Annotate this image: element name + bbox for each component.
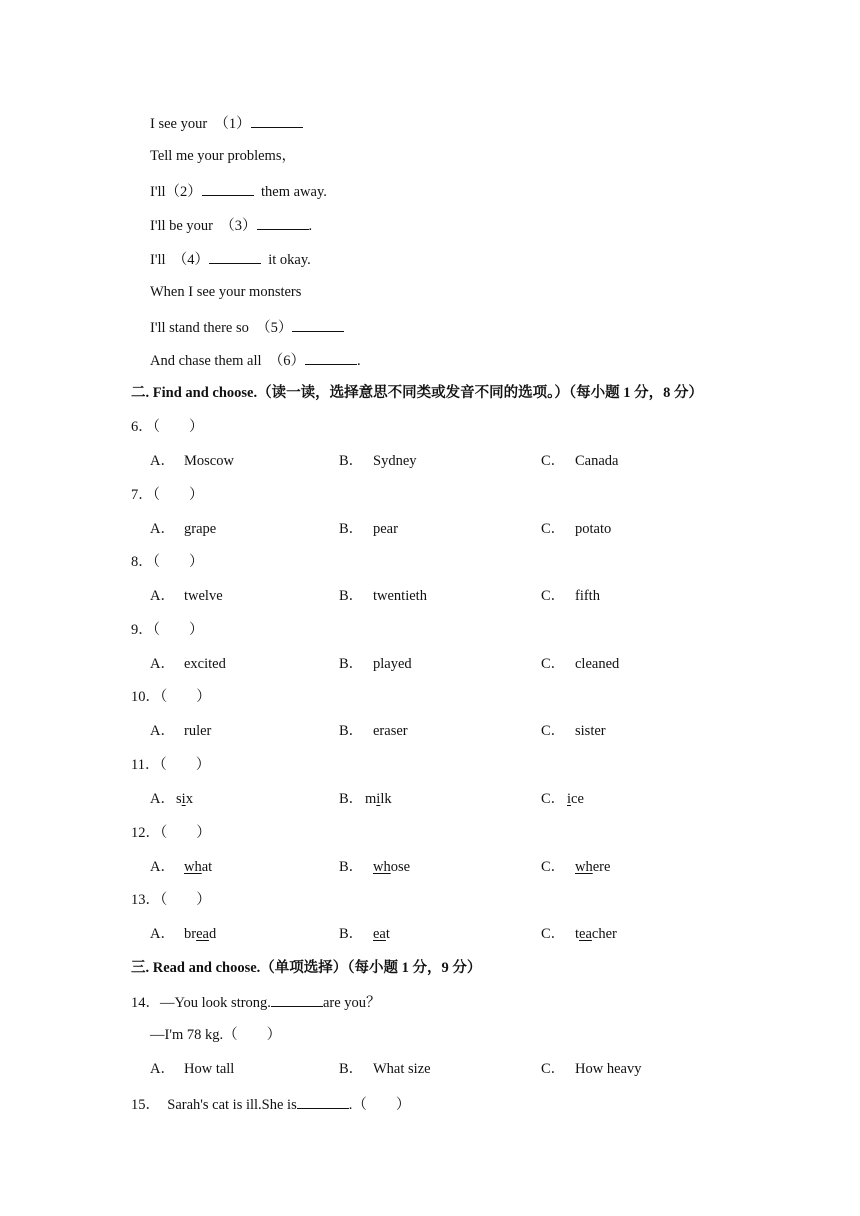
- underlined-letters: ea: [196, 926, 209, 942]
- option-text: twelve: [184, 588, 223, 604]
- option-letter: B．: [339, 656, 364, 672]
- poem-text: I see your （1）: [150, 116, 251, 132]
- option-letter: B．: [339, 859, 364, 875]
- option-a[interactable]: [150, 858, 212, 876]
- question-number: 8．: [131, 554, 153, 570]
- poem-text: When I see your monsters: [150, 284, 302, 300]
- option-text: s: [176, 791, 182, 807]
- option-text: twentieth: [373, 588, 427, 604]
- question-number: 10．: [131, 689, 160, 705]
- option-text: pear: [373, 521, 398, 537]
- poem-text: I'll（2）: [150, 184, 202, 200]
- option-b[interactable]: [339, 655, 412, 673]
- option-letter: A．: [150, 791, 175, 807]
- option-letter: A．: [150, 453, 175, 469]
- question-stem: [131, 891, 211, 909]
- option-a[interactable]: [150, 587, 223, 605]
- option-c[interactable]: [541, 722, 606, 740]
- underlined-letters: ea: [373, 926, 386, 942]
- option-letter: B．: [339, 791, 364, 807]
- question-number: 12．: [131, 825, 160, 841]
- poem-text: .: [308, 218, 313, 234]
- question-stem: [131, 621, 204, 639]
- poem-text: And chase them all （6）: [150, 353, 306, 369]
- poem-text: I'll （4）: [150, 252, 209, 268]
- answer-blank-2[interactable]: [202, 181, 254, 196]
- option-text: eraser: [373, 723, 408, 739]
- option-c[interactable]: [541, 520, 611, 538]
- question-stem: [131, 824, 211, 842]
- underlined-letters: i: [567, 791, 572, 807]
- question-number: 13．: [131, 892, 160, 908]
- option-b[interactable]: [339, 925, 390, 943]
- option-letter: B．: [339, 588, 364, 604]
- option-letter: A．: [150, 588, 175, 604]
- option-text: How tall: [184, 1061, 235, 1077]
- option-letter: C．: [541, 453, 566, 469]
- option-text: grape: [184, 521, 217, 537]
- option-letter: C．: [541, 723, 566, 739]
- answer-parentheses[interactable]: （ ）: [159, 757, 211, 773]
- section-2-heading: 二. Find and choose.（读一读，选择意思不同类或发音不同的选项。）（每小题 1 分，8 分）: [131, 385, 703, 401]
- option-c[interactable]: [541, 790, 584, 808]
- option-text: What size: [373, 1061, 431, 1077]
- poem-line-8: [150, 350, 361, 370]
- option-a[interactable]: [150, 452, 234, 470]
- option-text: d: [208, 926, 217, 942]
- underlined-letters: i: [181, 791, 186, 807]
- poem-text: .: [357, 353, 361, 369]
- question-number: 11．: [131, 757, 160, 773]
- option-text: ose: [390, 859, 411, 875]
- answer-blank-6[interactable]: [305, 350, 357, 365]
- option-letter: C．: [541, 926, 566, 942]
- question-stem: [131, 553, 204, 571]
- option-a[interactable]: [150, 790, 193, 808]
- answer-blank-4[interactable]: [209, 249, 261, 264]
- option-text: played: [373, 656, 412, 672]
- option-letter: C．: [541, 1061, 566, 1077]
- underlined-letters: i: [376, 791, 381, 807]
- option-letter: A．: [150, 656, 175, 672]
- option-b[interactable]: [339, 858, 410, 876]
- poem-line-6: [150, 283, 301, 301]
- option-letter: A．: [150, 723, 175, 739]
- question-text: .（ ）: [348, 1097, 411, 1113]
- question-14-stem: [131, 992, 381, 1012]
- option-text: potato: [575, 521, 612, 537]
- answer-parentheses[interactable]: （ ）: [152, 487, 204, 503]
- answer-blank-3[interactable]: [257, 215, 309, 230]
- option-c[interactable]: [541, 1060, 641, 1078]
- option-letter: C．: [541, 791, 566, 807]
- option-letter: A．: [150, 521, 175, 537]
- option-letter: B．: [339, 453, 364, 469]
- poem-line-2: [150, 147, 296, 165]
- option-text: at: [201, 859, 213, 875]
- option-text: x: [185, 791, 193, 807]
- poem-text: it okay.: [261, 252, 311, 268]
- option-text: cleaned: [575, 656, 620, 672]
- question-stem: [131, 418, 204, 436]
- option-letter: A．: [150, 859, 175, 875]
- option-letter: C．: [541, 588, 566, 604]
- poem-line-1: [150, 113, 303, 133]
- question-15-stem: [131, 1094, 410, 1114]
- underlined-letters: wh: [575, 859, 593, 875]
- answer-parentheses[interactable]: （ ）: [160, 825, 211, 841]
- option-b[interactable]: [339, 520, 398, 538]
- option-text: br: [184, 926, 197, 942]
- option-c[interactable]: [541, 858, 610, 876]
- underlined-letters: wh: [373, 859, 391, 875]
- answer-parentheses[interactable]: （ ）: [160, 689, 211, 705]
- poem-line-3: [150, 181, 327, 201]
- option-text: Sydney: [373, 453, 417, 469]
- option-letter: C．: [541, 656, 566, 672]
- option-letter: C．: [541, 859, 566, 875]
- option-b[interactable]: [339, 452, 417, 470]
- answer-parentheses[interactable]: （ ）: [160, 892, 211, 908]
- option-letter: B．: [339, 1061, 364, 1077]
- poem-line-7: [150, 317, 344, 337]
- option-b[interactable]: [339, 1060, 431, 1078]
- poem-line-4: [150, 215, 312, 235]
- option-text: Canada: [575, 453, 619, 469]
- poem-text: I'll stand there so （5）: [150, 320, 293, 336]
- answer-parentheses[interactable]: （ ）: [152, 554, 204, 570]
- option-b[interactable]: [339, 587, 427, 605]
- question-stem: [131, 486, 204, 504]
- poem-text: Tell me your problems，: [150, 148, 296, 164]
- option-text: Moscow: [184, 453, 234, 469]
- option-b[interactable]: [339, 790, 392, 808]
- underlined-letters: wh: [184, 859, 202, 875]
- question-stem: [131, 688, 211, 706]
- option-a[interactable]: [150, 925, 216, 943]
- option-letter: A．: [150, 1061, 175, 1077]
- question-number: 6．: [131, 419, 153, 435]
- option-letter: B．: [339, 926, 364, 942]
- option-text: m: [365, 791, 377, 807]
- answer-blank-q14[interactable]: [271, 992, 323, 1007]
- option-c[interactable]: [541, 452, 618, 470]
- option-a[interactable]: [150, 722, 211, 740]
- option-letter: A．: [150, 926, 175, 942]
- option-a[interactable]: [150, 520, 216, 538]
- option-text: ere: [592, 859, 611, 875]
- option-a[interactable]: [150, 1060, 234, 1078]
- option-text: ruler: [184, 723, 212, 739]
- option-c[interactable]: [541, 925, 617, 943]
- question-14-answer-line: —I'm 78 kg.（ ）: [150, 1027, 282, 1043]
- poem-text: I'll be your （3）: [150, 218, 257, 234]
- option-c[interactable]: [541, 655, 619, 673]
- option-c[interactable]: [541, 587, 600, 605]
- answer-parentheses[interactable]: （ ）: [152, 622, 204, 638]
- option-text: t: [575, 926, 580, 942]
- question-text: 15． Sarah's cat is ill.She is: [131, 1097, 297, 1113]
- poem-text: them away.: [253, 184, 327, 200]
- answer-parentheses[interactable]: （ ）: [152, 419, 204, 435]
- answer-blank-5[interactable]: [292, 317, 344, 332]
- option-a[interactable]: [150, 655, 226, 673]
- option-text: cher: [591, 926, 617, 942]
- answer-blank-1[interactable]: [251, 113, 303, 128]
- question-text: are you？: [322, 995, 381, 1011]
- question-text: 14．—You look strong.: [131, 995, 271, 1011]
- option-letter: B．: [339, 723, 364, 739]
- section-3-heading: 三. Read and choose.（单项选择）（每小题 1 分，9 分）: [131, 960, 482, 976]
- option-text: ce: [571, 791, 584, 807]
- question-number: 7．: [131, 487, 153, 503]
- option-text: How heavy: [575, 1061, 642, 1077]
- option-letter: B．: [339, 521, 364, 537]
- underlined-letters: ea: [579, 926, 592, 942]
- option-text: lk: [380, 791, 392, 807]
- option-text: excited: [184, 656, 226, 672]
- option-text: t: [385, 926, 390, 942]
- option-b[interactable]: [339, 722, 408, 740]
- option-text: fifth: [575, 588, 600, 604]
- question-number: 9．: [131, 622, 153, 638]
- poem-line-5: [150, 249, 311, 269]
- option-letter: C．: [541, 521, 566, 537]
- question-stem: [131, 756, 210, 774]
- answer-blank-q15[interactable]: [297, 1094, 349, 1109]
- option-text: sister: [575, 723, 606, 739]
